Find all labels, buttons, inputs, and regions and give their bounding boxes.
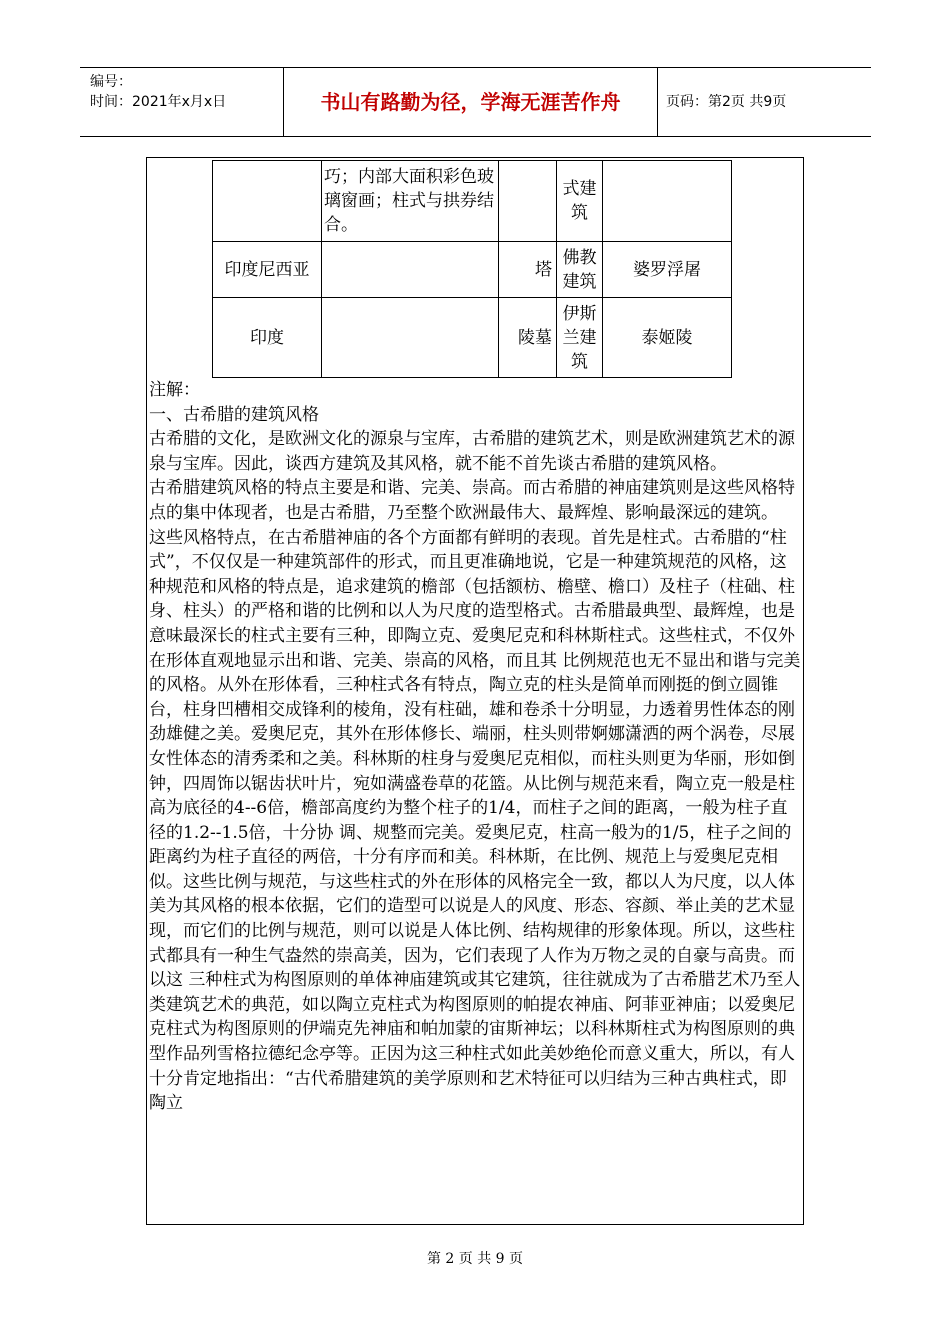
body-text: [149, 378, 801, 1116]
table-row: [213, 161, 732, 242]
paragraph: 古希腊建筑风格的特点主要是和谐、完美、崇高。而古希腊的神庙建筑则是这些风格特点的集中体现者，也是古希腊，乃至整个欧洲最伟大、最辉煌、影响最深远的建筑。: [149, 478, 795, 523]
architecture-table: [212, 160, 732, 378]
paragraph: 古希腊的文化，是欧洲文化的源泉与宝库，古希腊的建筑艺术，则是欧洲建筑艺术的源泉与宝库。因此，谈西方建筑及其风格，就不能不首先谈古希腊的建筑风格。: [149, 429, 795, 474]
page-header: [80, 67, 871, 137]
table-cell-example: 泰姬陵: [603, 298, 732, 378]
header-divider: [657, 68, 658, 136]
table-row: [213, 242, 732, 298]
table-cell-style: 伊斯兰建筑: [557, 298, 603, 378]
table-cell-feature: [322, 298, 499, 378]
table-cell-example: 婆罗浮屠: [603, 242, 732, 298]
table-cell-style: 式建筑: [557, 161, 603, 242]
table-cell-type: [499, 161, 557, 242]
document-number-label: 编号：: [90, 74, 132, 90]
table-row: [213, 298, 732, 378]
document-time-label: 时间：2021年x月x日: [90, 94, 227, 110]
table-cell-type: 塔: [499, 242, 557, 298]
header-page-number: 页码：第2页 共9页: [666, 94, 787, 110]
header-motto: 书山有路勤为径，学海无涯苦作舟: [320, 90, 621, 114]
table-cell-country: 印度尼西亚: [213, 242, 322, 298]
note-label: 注解：: [149, 380, 200, 400]
table-cell-feature: [322, 242, 499, 298]
table-cell-type: 陵墓: [499, 298, 557, 378]
table-cell-country: 印度: [213, 298, 322, 378]
paragraph: 这些风格特点，在古希腊神庙的各个方面都有鲜明的表现。首先是柱式。古希腊的“柱式”，不仅仅是一种建筑部件的形式，而且更准确地说，它是一种建筑规范的风格，这种规范和风格的特点是，追求建筑的檐部（包括额枋、檐壁、檐口）及柱子（柱础、柱身、柱头）的严格和谐的比例和以人为尺度的造型格式。古希腊最典型、最辉煌，也是意味最深长的柱式主要有三种，即陶立克、爱奥尼克和科林斯柱式。这些柱式，不仅外在形体直观地显示出和谐、完美、崇高的风格，而且其 比例规范也无不显出和谐与完美的风格。从外在形体看，三种柱式各有特点，陶立克的柱头是简单而刚挺的倒立圆锥台，柱身凹槽相交成锋利的棱角，没有柱础，雄和卷杀十分明显，力透着男性体态的刚劲雄健之美。爱奥尼克，其外在形体修长、端丽，柱头则带婀娜潇洒的两个涡卷，尽展女性体态的清秀柔和之美。科林斯的柱身与爱奥尼克相似，而柱头则更为华丽，形如倒钟，四周饰以锯齿状叶片，宛如满盛卷草的花篮。从比例与规范来看，陶立克一般是柱高为底径的4--6倍，檐部高度约为整个柱子的1/4，而柱子之间的距离，一般为柱子直径的1.2--1.5倍，十分协 调、规整而完美。爱奥尼克，柱高一般为的1/5，柱子之间的距离约为柱子直径的两倍，十分有序而和美。科林斯，在比例、规范上与爱奥尼克相似。这些比例与规范，与这些柱式的外在形体的风格完全一致，都以人为尺度，以人体美为其风格的根本依据，它们的造型可以说是人的风度、形态、容颜、举止美的艺术显现，而它们的比例与规范，则可以说是人体比例、结构规律的形象体现。所以，这些柱式都具有一种生气盎然的崇高美，因为，它们表现了人作为万物之灵的自豪与高贵。而以这 三种柱式为构图原则的单体神庙建筑或其它建筑，往往就成为了古希腊艺术乃至人类建筑艺术的典范，如以陶立克柱式为构图原则的帕提农神庙、阿菲亚神庙；以爱奥尼克柱式为构图原则的伊端克先神庙和帕加蒙的宙斯神坛；以科林斯柱式为构图原则的典型作品列雪格拉德纪念亭等。正因为这三种柱式如此美妙绝伦而意义重大，所以，有人十分肯定地指出：“古代希腊建筑的美学原则和艺术特征可以归结为三种古典柱式，即陶立: [149, 527, 801, 1114]
page-footer: 第 2 页 共 9 页: [426, 1251, 524, 1267]
table-cell-feature: 巧；内部大面积彩色玻璃窗画；柱式与拱券结合。: [322, 161, 499, 242]
table-cell-example: [603, 161, 732, 242]
table-cell-country: [213, 161, 322, 242]
section-title: 一、古希腊的建筑风格: [149, 404, 319, 425]
table-cell-style: 佛教建筑: [557, 242, 603, 298]
header-meta: [90, 68, 280, 136]
